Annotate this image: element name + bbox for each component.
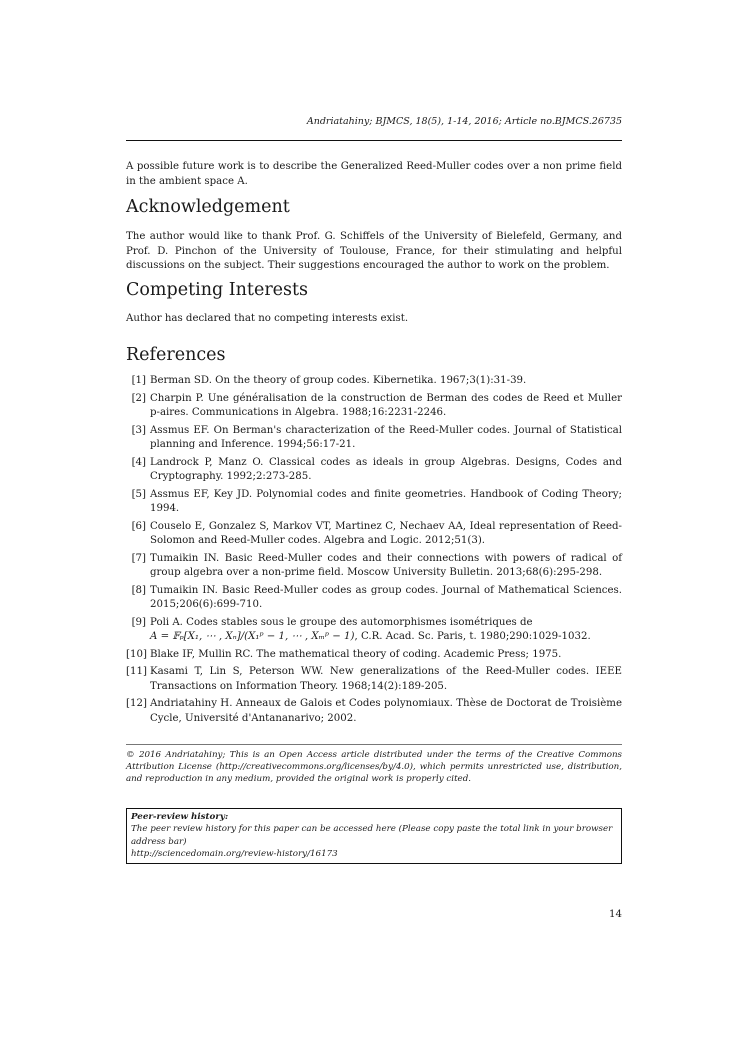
reference-item <box>126 584 622 613</box>
reference-text: Tumaikin IN. Basic Reed-Muller codes and their connections with powers of radical of group algebra over a non-prime field. Moscow University Bulletin. 2013;68(6):295-298. <box>150 552 622 578</box>
competing-interests-text: Author has declared that no competing interests exist. <box>126 313 409 324</box>
reference-text: Blake IF, Mullin RC. The mathematical theory of coding. Academic Press; 1975. <box>150 648 562 660</box>
reference-number: [12] <box>126 698 147 709</box>
acknowledgement-text: The author would like to thank Prof. G. Schiffels of the University of Bielefeld, Germany, and Prof. D. Pinchon of the University of Toulouse, France, for their stimulating and helpful discussions on the subject. Their suggestions encouraged the author to work on the problem. <box>126 231 622 271</box>
reference-text: Poli A. Codes stables sous le groupe des automorphismes isométriques de <box>150 616 533 628</box>
peer-review-box <box>126 808 622 864</box>
reference-text: Assmus EF. On Berman's characterization of the Reed-Muller codes. Journal of Statistical planning and Inference. 1994;56:17-21. <box>150 424 622 450</box>
reference-item <box>126 392 622 421</box>
intro-paragraph: A possible future work is to describe the Generalized Reed-Muller codes over a non prime field in the ambient space A. <box>126 161 622 187</box>
reference-item <box>126 648 622 663</box>
reference-number: [8] <box>131 584 146 596</box>
reference-list <box>126 374 622 729</box>
reference-item <box>126 665 622 694</box>
reference-text: Kasami T, Lin S, Peterson WW. New generalizations of the Reed-Muller codes. IEEE Transactions on Information Theory. 1968;14(2):189-205. <box>150 666 622 692</box>
references-heading: References <box>126 345 226 365</box>
reference-text: Couselo E, Gonzalez S, Markov VT, Martinez C, Nechaev AA, Ideal representation of Reed-Solomon and Reed-Muller codes. Algebra and Logic. 2012;51(3). <box>150 520 622 546</box>
reference-text: Andriatahiny H. Anneaux de Galois et Codes polynomiaux. Thèse de Doctorat de Troisième Cycle, Université d'Antananarivo; 2002. <box>150 698 622 724</box>
footnote-rule <box>126 744 622 745</box>
running-head: Andriatahiny; BJMCS, 18(5), 1-14, 2016; Article no.BJMCS.26735 <box>306 116 622 127</box>
reference-text: Berman SD. On the theory of group codes. Kibernetika. 1967;3(1):31-39. <box>150 375 527 386</box>
page-number: 14 <box>609 909 622 920</box>
reference-number: [6] <box>131 520 146 532</box>
reference-number: [9] <box>131 616 146 628</box>
reference-item <box>126 616 622 645</box>
reference-text: Assmus EF, Key JD. Polynomial codes and finite geometries. Handbook of Coding Theory; 1994. <box>150 488 622 514</box>
reference-text-after: , C.R. Acad. Sc. Paris, t. 1980;290:1029-1032. <box>354 631 591 642</box>
reference-item <box>126 488 622 517</box>
reference-number: [11] <box>126 666 147 677</box>
reference-item <box>126 552 622 581</box>
header-rule <box>126 140 622 141</box>
reference-number: [5] <box>131 488 146 500</box>
reference-text: Tumaikin IN. Basic Reed-Muller codes as group codes. Journal of Mathematical Sciences. 2015;206(6):699-710. <box>150 584 622 610</box>
reference-item <box>126 424 622 453</box>
reference-text: Landrock P, Manz O. Classical codes as ideals in group Algebras. Designs, Codes and Cryptography. 1992;2:273-285. <box>150 456 622 482</box>
reference-text: Charpin P. Une généralisation de la construction de Berman des codes de Reed et Muller p-aires. Communications in Algebra. 1988;16:2231-2246. <box>150 392 622 418</box>
peer-review-title: Peer-review history: <box>131 812 229 822</box>
reference-number: [4] <box>131 456 146 468</box>
reference-number: [1] <box>131 375 146 386</box>
license-note: © 2016 Andriatahiny; This is an Open Access article distributed under the terms of the Creative Commons Attribution License (http://creativecommons.org/licenses/by/4.0), which permits unrestricted use, distribution, and reproduction in any medium, provided the original work is properly cited. <box>126 750 622 784</box>
reference-number: [3] <box>131 424 146 436</box>
reference-item <box>126 520 622 549</box>
peer-review-link[interactable]: http://sciencedomain.org/review-history/16173 <box>131 848 338 859</box>
reference-number: [10] <box>126 648 147 660</box>
reference-number: [2] <box>131 392 146 404</box>
competing-interests-heading: Competing Interests <box>126 280 309 300</box>
reference-item <box>126 697 622 726</box>
reference-item <box>126 374 622 389</box>
peer-review-text: The peer review history for this paper can be accessed here (Please copy paste the total link in your browser address bar) <box>131 824 613 847</box>
acknowledgement-heading: Acknowledgement <box>126 197 290 217</box>
reference-item <box>126 456 622 485</box>
reference-number: [7] <box>131 552 146 564</box>
reference-formula: A = 𝔽ₚ[X₁, ⋯ , Xₙ]/(X₁ᵖ − 1, ⋯ , Xₘᵖ − 1) <box>150 631 355 642</box>
